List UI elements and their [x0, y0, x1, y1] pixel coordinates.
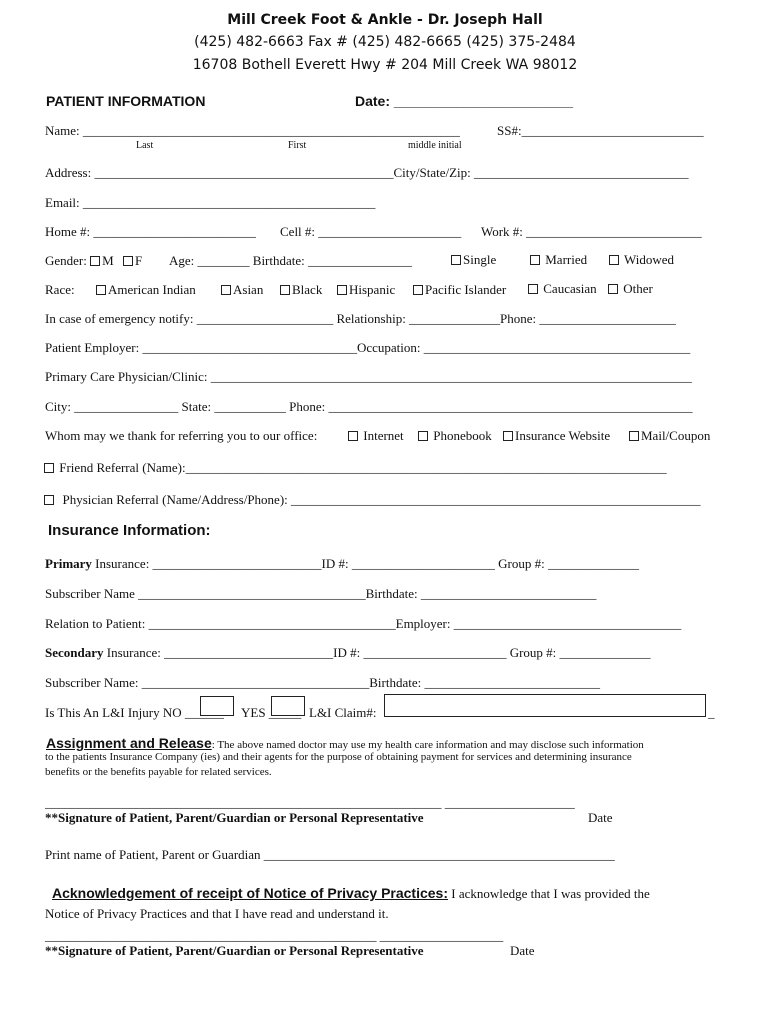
pacific-islander-label: Pacific Islander: [425, 282, 507, 297]
city-state-phone-field[interactable]: City: ________________ State: ___________ Phone: ________________________________________________________: [45, 399, 693, 414]
privacy-text2: Notice of Privacy Practices and that I have read and understand it.: [45, 906, 389, 921]
gender-row: [45, 253, 142, 269]
internet-label: Internet: [363, 428, 404, 443]
privacy-line1: [52, 885, 650, 903]
secondary-insurance-field[interactable]: [45, 645, 651, 661]
li-claim-tail: _: [708, 705, 715, 720]
pacific-islander-checkbox[interactable]: [413, 285, 423, 295]
phonebook-checkbox[interactable]: [418, 431, 428, 441]
privacy-signature-line[interactable]: ___________________________________________________ ___________________: [45, 928, 504, 943]
name-hint-middle: middle initial: [408, 140, 462, 151]
asian-checkbox[interactable]: [221, 285, 231, 295]
privacy-text1: I acknowledge that I was provided the: [448, 886, 650, 901]
patient-section-title: PATIENT INFORMATION: [46, 93, 206, 109]
caucasian-checkbox[interactable]: [528, 284, 538, 294]
phonebook-label: Phonebook: [433, 428, 492, 443]
hispanic-checkbox[interactable]: [337, 285, 347, 295]
race-label: Race:: [45, 282, 75, 297]
assignment-signature-line[interactable]: _____________________________________________________________ ____________________: [45, 795, 575, 810]
ref-phonebook: [418, 428, 492, 444]
subscriber-name-field[interactable]: Subscriber Name ___________________________________Birthdate: ___________________________: [45, 586, 597, 601]
privacy-signature-label: **Signature of Patient, Parent/Guardian or Personal Representative: [45, 943, 424, 958]
primary-insurance-field[interactable]: [45, 556, 639, 572]
ref-insurance-website: [503, 428, 610, 444]
privacy-title: Acknowledgement of receipt of Notice of Privacy Practices:: [52, 885, 449, 901]
address-field[interactable]: Address: ______________________________________________City/State/Zip: _________________________________: [45, 165, 689, 180]
ref-mail-coupon: [629, 428, 710, 444]
insurance-website-checkbox[interactable]: [503, 431, 513, 441]
single-label: Single: [463, 252, 497, 267]
american-indian-checkbox[interactable]: [96, 285, 106, 295]
primary-label: Primary: [45, 556, 92, 571]
referral-question: Whom may we thank for referring you to our office:: [45, 428, 318, 443]
li-claim-label: L&I Claim#:: [309, 705, 377, 720]
clinic-phones: (425) 482-6663 Fax # (425) 482-6665 (425) 375-2484: [194, 34, 576, 50]
race-asian: [221, 282, 263, 298]
emergency-contact-field[interactable]: In case of emergency notify: _____________________ Relationship: ______________Phone: _____________________: [45, 311, 676, 326]
gender-m-checkbox[interactable]: [90, 256, 100, 266]
gender-label: Gender:: [45, 253, 87, 268]
hispanic-label: Hispanic: [349, 282, 396, 297]
name-field[interactable]: Name: __________________________________________________________: [45, 123, 460, 138]
gender-f-checkbox[interactable]: [123, 256, 133, 266]
li-yes-box[interactable]: [271, 696, 305, 716]
asian-label: Asian: [233, 282, 264, 297]
li-no-box[interactable]: [200, 696, 234, 716]
gender-m-label: M: [102, 253, 114, 268]
employer-field[interactable]: Patient Employer: _________________________________Occupation: _________________________________________: [45, 340, 691, 355]
american-indian-label: American Indian: [108, 282, 196, 297]
other-race-label: Other: [623, 281, 653, 296]
home-phone-field[interactable]: Home #: _________________________: [45, 224, 256, 239]
single-checkbox[interactable]: [451, 255, 461, 265]
assignment-date-label: Date: [588, 810, 613, 825]
mail-coupon-checkbox[interactable]: [629, 431, 639, 441]
name-hint-first: First: [288, 140, 307, 151]
race-other: [608, 281, 653, 297]
widowed-label: Widowed: [624, 252, 675, 267]
married-label: Married: [545, 252, 588, 267]
race-caucasian: [528, 281, 597, 297]
secondary-label: Secondary: [45, 645, 104, 660]
primary-insurance-rest: Insurance: __________________________ID #: ______________________ Group #: ______________: [91, 556, 639, 571]
privacy-date-label: Date: [510, 943, 535, 958]
assignment-signature-label: **Signature of Patient, Parent/Guardian or Personal Representative: [45, 810, 424, 825]
clinic-address: 16708 Bothell Everett Hwy # 204 Mill Creek WA 98012: [192, 57, 578, 73]
li-claim-input[interactable]: [384, 694, 706, 717]
physician-referral-field[interactable]: Physician Referral (Name/Address/Phone): _______________________________________________________________: [62, 492, 701, 507]
assignment-text1: : The above named doctor may use my health care information and may disclose such information: [211, 739, 644, 751]
cell-phone-field[interactable]: Cell #: ______________________: [280, 224, 462, 239]
marital-married: [530, 252, 587, 268]
subscriber-name-2-field[interactable]: Subscriber Name: ___________________________________Birthdate: ___________________________: [45, 675, 600, 690]
work-phone-field[interactable]: Work #: ___________________________: [481, 224, 702, 239]
age-birthdate-field[interactable]: Age: ________ Birthdate: ________________: [169, 253, 413, 268]
name-hint-last: Last: [136, 140, 154, 151]
race-american-indian: [96, 282, 196, 298]
ref-internet: [348, 428, 404, 444]
assignment-title: Assignment and Release: [46, 735, 212, 751]
email-field[interactable]: Email: _____________________________________________: [45, 195, 376, 210]
friend-referral-checkbox[interactable]: [44, 463, 54, 473]
marital-single: [451, 252, 496, 268]
secondary-insurance-rest: Insurance: __________________________ID #: ______________________ Group #: ______________: [103, 645, 651, 660]
clinic-name: Mill Creek Foot & Ankle - Dr. Joseph Hall: [227, 12, 543, 28]
black-checkbox[interactable]: [280, 285, 290, 295]
internet-checkbox[interactable]: [348, 431, 358, 441]
relation-field[interactable]: Relation to Patient: ______________________________________Employer: ___________________________________: [45, 616, 682, 631]
print-name-field[interactable]: Print name of Patient, Parent or Guardian ______________________________________________________: [45, 847, 615, 862]
li-yes: YES _____: [241, 705, 302, 720]
physician-referral-checkbox[interactable]: [44, 495, 54, 505]
assignment-text3: benefits or the benefits payable for related services.: [45, 766, 272, 778]
caucasian-label: Caucasian: [543, 281, 597, 296]
ss-field[interactable]: SS#:____________________________: [497, 123, 704, 138]
race-black: [280, 282, 322, 298]
marital-widowed: [609, 252, 674, 268]
friend-referral-row: [44, 460, 667, 476]
other-race-checkbox[interactable]: [608, 284, 618, 294]
assignment-text2: to the patients Insurance Company (ies) and their agents for the purpose of obtaining payment for services and determining insurance: [45, 751, 632, 763]
physician-referral-row: [44, 492, 701, 508]
insurance-website-label: Insurance Website: [515, 428, 611, 443]
gender-f-label: F: [134, 253, 143, 268]
date-field[interactable]: Date: _______________________: [355, 93, 573, 109]
race-hispanic: [337, 282, 395, 298]
widowed-checkbox[interactable]: [609, 255, 619, 265]
race-pacific: [413, 282, 506, 298]
li-injury-no: Is This An L&I Injury NO ______: [45, 705, 224, 720]
friend-referral-field[interactable]: Friend Referral (Name):__________________________________________________________________________: [59, 460, 667, 475]
mail-coupon-label: Mail/Coupon: [641, 428, 711, 443]
pcp-field[interactable]: Primary Care Physician/Clinic: __________________________________________________________________________: [45, 369, 692, 384]
married-checkbox[interactable]: [530, 255, 540, 265]
insurance-section-title: Insurance Information:: [48, 522, 211, 539]
black-label: Black: [292, 282, 323, 297]
